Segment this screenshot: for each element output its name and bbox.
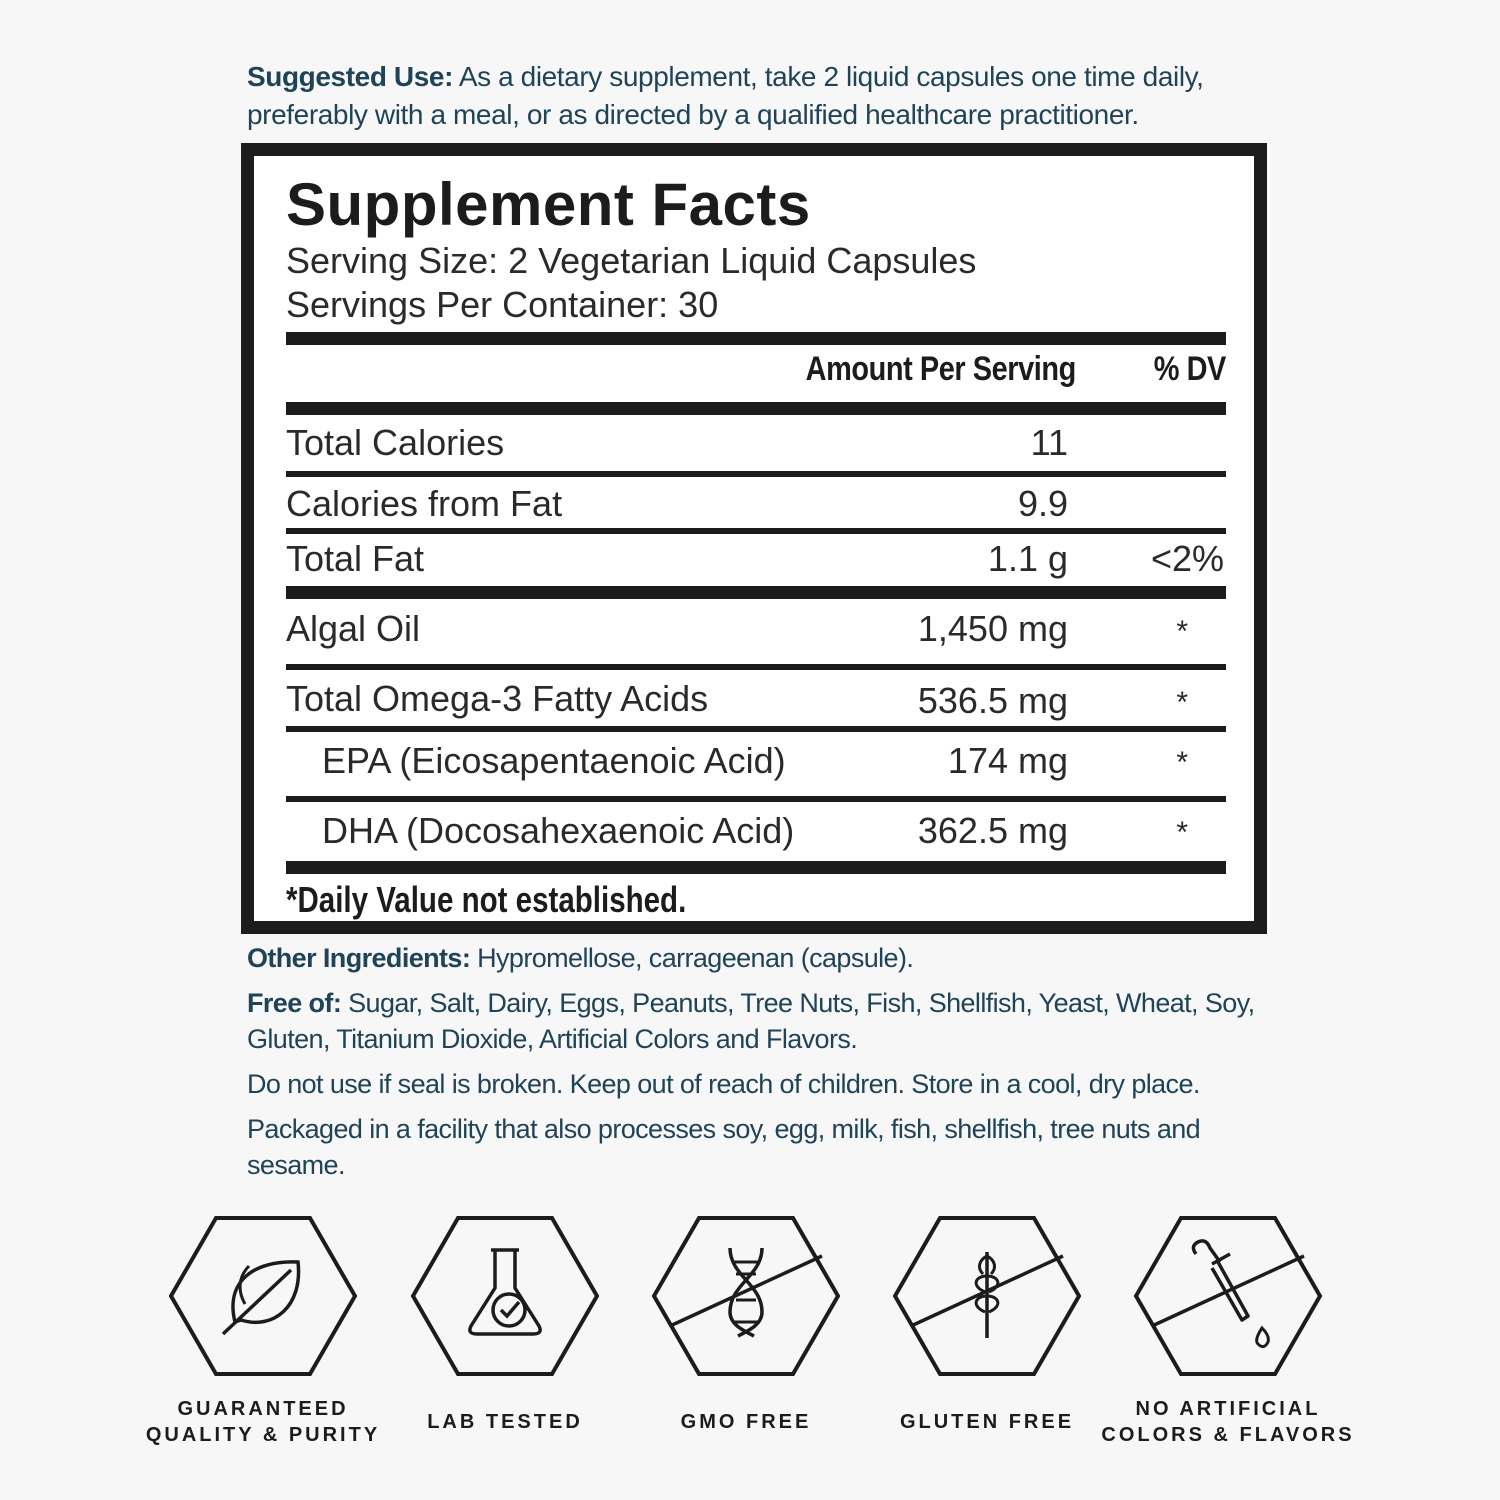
divider (286, 796, 1226, 802)
row-name-dha: DHA (Docosahexaenoic Acid) (322, 810, 795, 851)
badge-label-line1: GMO FREE (680, 1411, 812, 1433)
dna-crossed-icon (646, 1212, 846, 1380)
suggested-use (247, 58, 1277, 134)
facts-title: Supplement Facts (286, 171, 811, 238)
leaf-icon (163, 1212, 363, 1380)
divider (286, 664, 1226, 670)
serving-size: Serving Size: 2 Vegetarian Liquid Capsules (286, 240, 977, 281)
row-name-total-omega-3: Total Omega-3 Fatty Acids (286, 678, 709, 719)
wheat-crossed-icon (887, 1212, 1087, 1380)
divider-thick (286, 586, 1226, 599)
badge-label-line1: LAB TESTED (427, 1411, 583, 1433)
badge-label-line1: GLUTEN FREE (899, 1411, 1075, 1433)
row-amount-epa: 174 mg (947, 740, 1068, 781)
row-dv-total-omega-3: * (1176, 686, 1188, 719)
badge-no-artificial (1101, 1212, 1355, 1446)
storage-warning: Do not use if seal is broken. Keep out of reach of children. Store in a cool, dry place. (247, 1069, 1200, 1099)
suggested-use-text: As a dietary supplement, take 2 liquid capsules one time daily, preferably with a meal, or as directed by a qualified healthcare practitioner. (247, 61, 1204, 130)
divider (286, 471, 1226, 477)
badge-gmo-free (646, 1212, 846, 1433)
row-amount-dha: 362.5 mg (917, 810, 1068, 851)
free-of-label: Free of: (247, 988, 342, 1018)
free-of-text: Sugar, Salt, Dairy, Eggs, Peanuts, Tree Nuts, Fish, Shellfish, Yeast, Wheat, Soy, Gluten, Titanium Dioxide, Artificial Colors and Flavors. (247, 988, 1255, 1054)
row-amount-total-calories: 11 (1030, 422, 1068, 463)
badge-lab-tested (405, 1212, 605, 1433)
badge-gluten-free (887, 1212, 1087, 1433)
row-dv-epa: * (1176, 746, 1188, 779)
divider-thick (286, 861, 1226, 874)
row-dv-dha: * (1176, 816, 1188, 849)
row-dv-algal-oil: * (1176, 615, 1188, 648)
header-amount: Amount Per Serving (805, 350, 1076, 388)
badge-quality-purity (145, 1212, 381, 1446)
allergen-facility-note: Packaged in a facility that also processes soy, egg, milk, fish, shellfish, tree nuts and sesame. (247, 1114, 1201, 1180)
other-ingredients (247, 940, 1277, 976)
dropper-crossed-icon (1128, 1212, 1328, 1380)
row-dv-total-fat: <2% (1150, 538, 1224, 579)
badge-label-line2: QUALITY & PURITY (145, 1424, 381, 1446)
footnote: *Daily Value not established. (286, 879, 687, 920)
row-name-total-calories: Total Calories (286, 422, 505, 463)
free-of (247, 985, 1277, 1057)
divider (286, 528, 1226, 534)
suggested-use-label: Suggested Use: (247, 61, 453, 92)
other-ingredients-label: Other Ingredients: (247, 943, 471, 973)
flask-check-icon (405, 1212, 605, 1380)
divider (286, 726, 1226, 732)
divider-thick (286, 332, 1226, 345)
divider-thick (286, 402, 1226, 415)
badge-label-line1: NO ARTIFICIAL (1135, 1398, 1321, 1420)
row-amount-total-omega-3: 536.5 mg (917, 680, 1068, 721)
supplement-facts-panel (241, 143, 1267, 934)
other-ingredients-text: Hypromellose, carrageenan (capsule). (470, 943, 914, 973)
header-dv: % DV (1153, 350, 1226, 388)
row-amount-calories-from-fat: 9.9 (1017, 483, 1068, 524)
row-name-epa: EPA (Eicosapentaenoic Acid) (322, 740, 786, 781)
servings-per-container: Servings Per Container: 30 (286, 284, 719, 325)
badge-label-line2: COLORS & FLAVORS (1101, 1424, 1355, 1446)
row-name-calories-from-fat: Calories from Fat (286, 483, 563, 524)
badge-label-line1: GUARANTEED (177, 1398, 349, 1420)
row-name-total-fat: Total Fat (286, 538, 425, 579)
row-amount-total-fat: 1.1 g (987, 538, 1068, 579)
row-name-algal-oil: Algal Oil (286, 608, 421, 649)
row-amount-algal-oil: 1,450 mg (917, 608, 1068, 649)
